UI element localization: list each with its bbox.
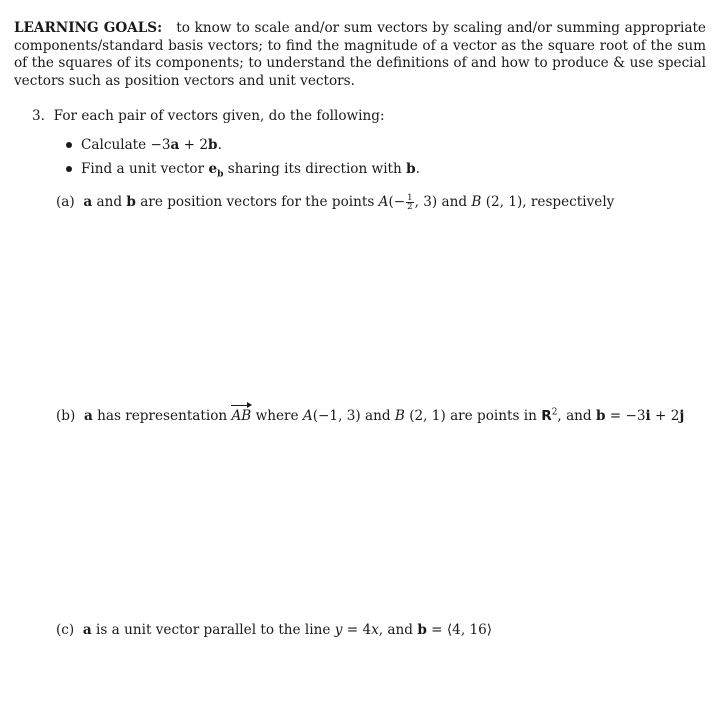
part-text: (2, 1) are points in [404, 408, 542, 424]
unit-i: i [645, 408, 651, 424]
point-B: B [471, 194, 482, 210]
vector-AB: AB [231, 408, 252, 424]
part-c [56, 622, 492, 639]
vector-e: e [208, 161, 218, 177]
variable-x: x [371, 622, 379, 638]
point-A: A [302, 408, 313, 424]
part-text: , 3) and [414, 194, 472, 210]
fraction-denominator: 2 [407, 202, 413, 212]
bullet-text: Find a unit vector [81, 161, 209, 177]
vector-b: b [417, 622, 427, 638]
part-text: (−1, 3) and [312, 408, 395, 424]
part-text: (− [388, 194, 406, 210]
part-label: (b) [56, 408, 76, 424]
part-label: (a) [56, 194, 75, 210]
vector-b: b [406, 161, 416, 177]
bullet-dot-icon [66, 166, 72, 172]
real-numbers-symbol: R [541, 408, 552, 424]
vector-b: b [208, 137, 218, 153]
part-b [56, 408, 684, 425]
question-number: 3. [32, 108, 45, 124]
superscript-2: 2 [551, 407, 558, 418]
bullet-text: . [217, 137, 222, 153]
bullet-text: . [415, 161, 420, 177]
learning-goals [14, 20, 706, 90]
vector-a: a [83, 408, 93, 424]
vector-a: a [82, 622, 92, 638]
unit-j: j [679, 408, 685, 424]
subscript-b: b [217, 169, 224, 180]
bullet-text: Calculate −3 [81, 137, 171, 153]
learning-goals-heading: LEARNING GOALS: [14, 20, 163, 36]
part-text: has representation [92, 408, 232, 424]
point-B: B [394, 408, 405, 424]
part-a [56, 194, 614, 211]
part-text: , and [378, 622, 418, 638]
vector-a: a [170, 137, 180, 153]
part-text: and [92, 194, 127, 210]
fraction-half [406, 194, 413, 211]
bullet-text: sharing its direction with [223, 161, 407, 177]
point-A: A [378, 194, 389, 210]
part-text: = −3 [605, 408, 646, 424]
part-text: is a unit vector parallel to the line [91, 622, 335, 638]
fraction-numerator: 1 [407, 193, 413, 203]
vector-b: b [595, 408, 606, 424]
part-text: = 4 [342, 622, 372, 638]
variable-y: y [334, 622, 343, 638]
part-label: (c) [56, 622, 75, 638]
part-text: (2, 1), respectively [481, 194, 615, 210]
part-text: where [251, 408, 303, 424]
part-text: , and [557, 408, 596, 424]
vector-a: a [83, 194, 93, 210]
bullet-text: + 2 [179, 137, 209, 153]
bullet-dot-icon [66, 142, 72, 148]
question-prompt: For each pair of vectors given, do the following: [53, 108, 385, 124]
part-text: = ⟨4, 16⟩ [426, 622, 493, 638]
bullet-calculate [66, 137, 222, 154]
part-text: + 2 [650, 408, 680, 424]
part-text: are position vectors for the points [135, 194, 379, 210]
question-3 [32, 108, 385, 125]
bullet-unit-vector [66, 161, 420, 178]
learning-goals-text: to know to scale and/or sum vectors by scaling and/or summing appropriate components/standard basis vectors; to find the magnitude of a vector as the square root of the sum of the squares of its components; to understand the definitions of and how to produce & use special vectors such as position vectors and unit vectors. [14, 20, 706, 89]
vector-b: b [126, 194, 136, 210]
